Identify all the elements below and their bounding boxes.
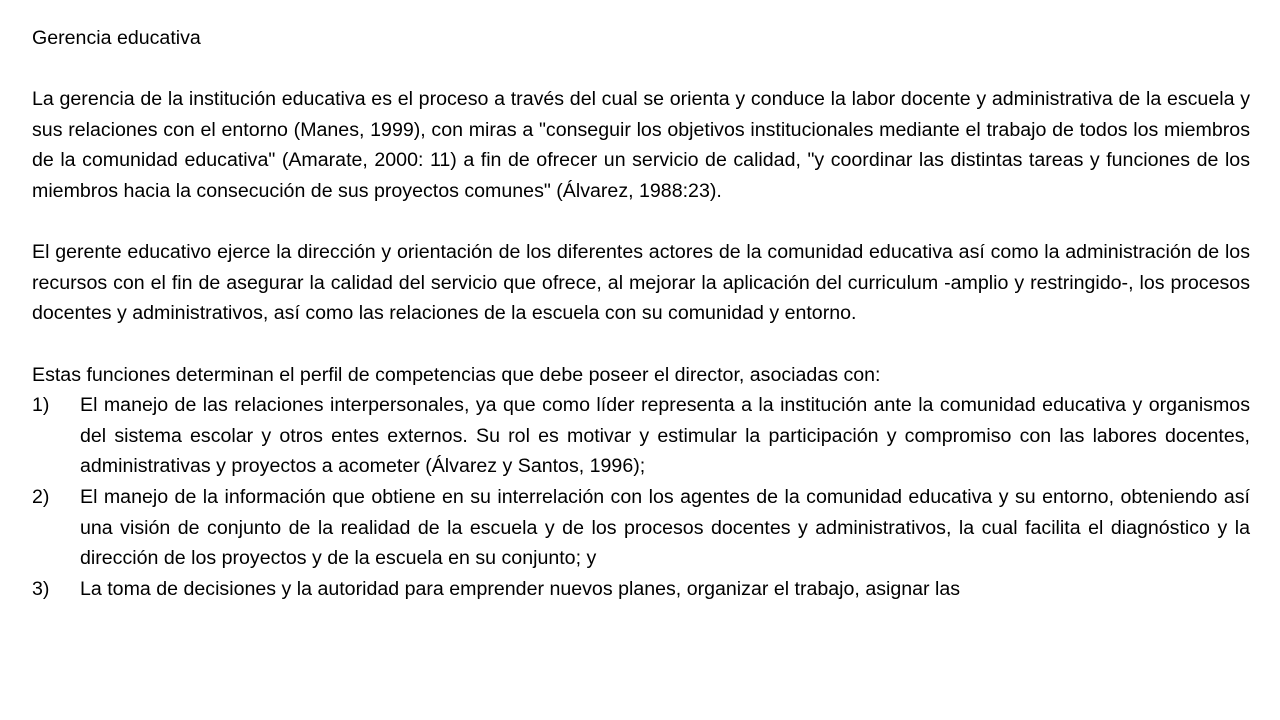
list-item-text: El manejo de las relaciones interpersonales, ya que como líder representa a la institución ante la comunidad educativa y organismos del sistema escolar y otros entes externos. Su rol es motivar y estimular la participación y compromiso con las labores docentes, administrativas y proyectos a acometer (Álvarez y Santos, 1996); bbox=[80, 394, 1250, 478]
paragraph-gerente-role: El gerente educativo ejerce la dirección y orientación de los diferentes actores de la comunidad educativa así como la administración de los recursos con el fin de asegurar la calidad del servicio que ofrece, al mejorar la aplicación del curriculum -amplio y restringido-, los procesos docentes y administrativos, así como las relaciones de la escuela con su comunidad y entorno. bbox=[32, 241, 1250, 325]
document-title: Gerencia educativa bbox=[32, 27, 201, 49]
list-item-number: 2) bbox=[32, 485, 50, 508]
paragraph-gerencia-definition: La gerencia de la institución educativa es el proceso a través del cual se orienta y conduce la labor docente y administrativa de la escuela y sus relaciones con el entorno (Manes, 1999), con miras a "conseguir los objetivos institucionales mediante el trabajo de todos los miembros de la comunidad educativa" (Amarate, 2000: 11) a fin de ofrecer un servicio de calidad, "y coordinar las distintas tareas y funciones de los miembros hacia la consecución de sus proyectos comunes" (Álvarez, 1988:23). bbox=[32, 88, 1250, 202]
paragraph-competencias-intro: Estas funciones determinan el perfil de competencias que debe poseer el director, asociadas con: bbox=[32, 363, 881, 386]
spacer bbox=[32, 54, 1250, 85]
spacer bbox=[32, 329, 1250, 360]
list-item bbox=[32, 390, 1250, 482]
list-item bbox=[32, 574, 1250, 605]
document-page bbox=[32, 0, 1250, 604]
spacer bbox=[32, 207, 1250, 238]
list-item bbox=[32, 482, 1250, 574]
competencias-list bbox=[32, 390, 1250, 604]
list-item-number: 3) bbox=[32, 577, 50, 600]
list-item-number: 1) bbox=[32, 394, 50, 417]
list-item-text: La toma de decisiones y la autoridad para emprender nuevos planes, organizar el trabajo, asignar las bbox=[80, 577, 961, 600]
list-item-text: El manejo de la información que obtiene en su interrelación con los agentes de la comunidad educativa y su entorno, obteniendo así una visión de conjunto de la realidad de la escuela y de los procesos docentes y administrativos, la cual facilita el diagnóstico y la dirección de los proyectos y de la escuela en su conjunto; y bbox=[80, 485, 1250, 570]
